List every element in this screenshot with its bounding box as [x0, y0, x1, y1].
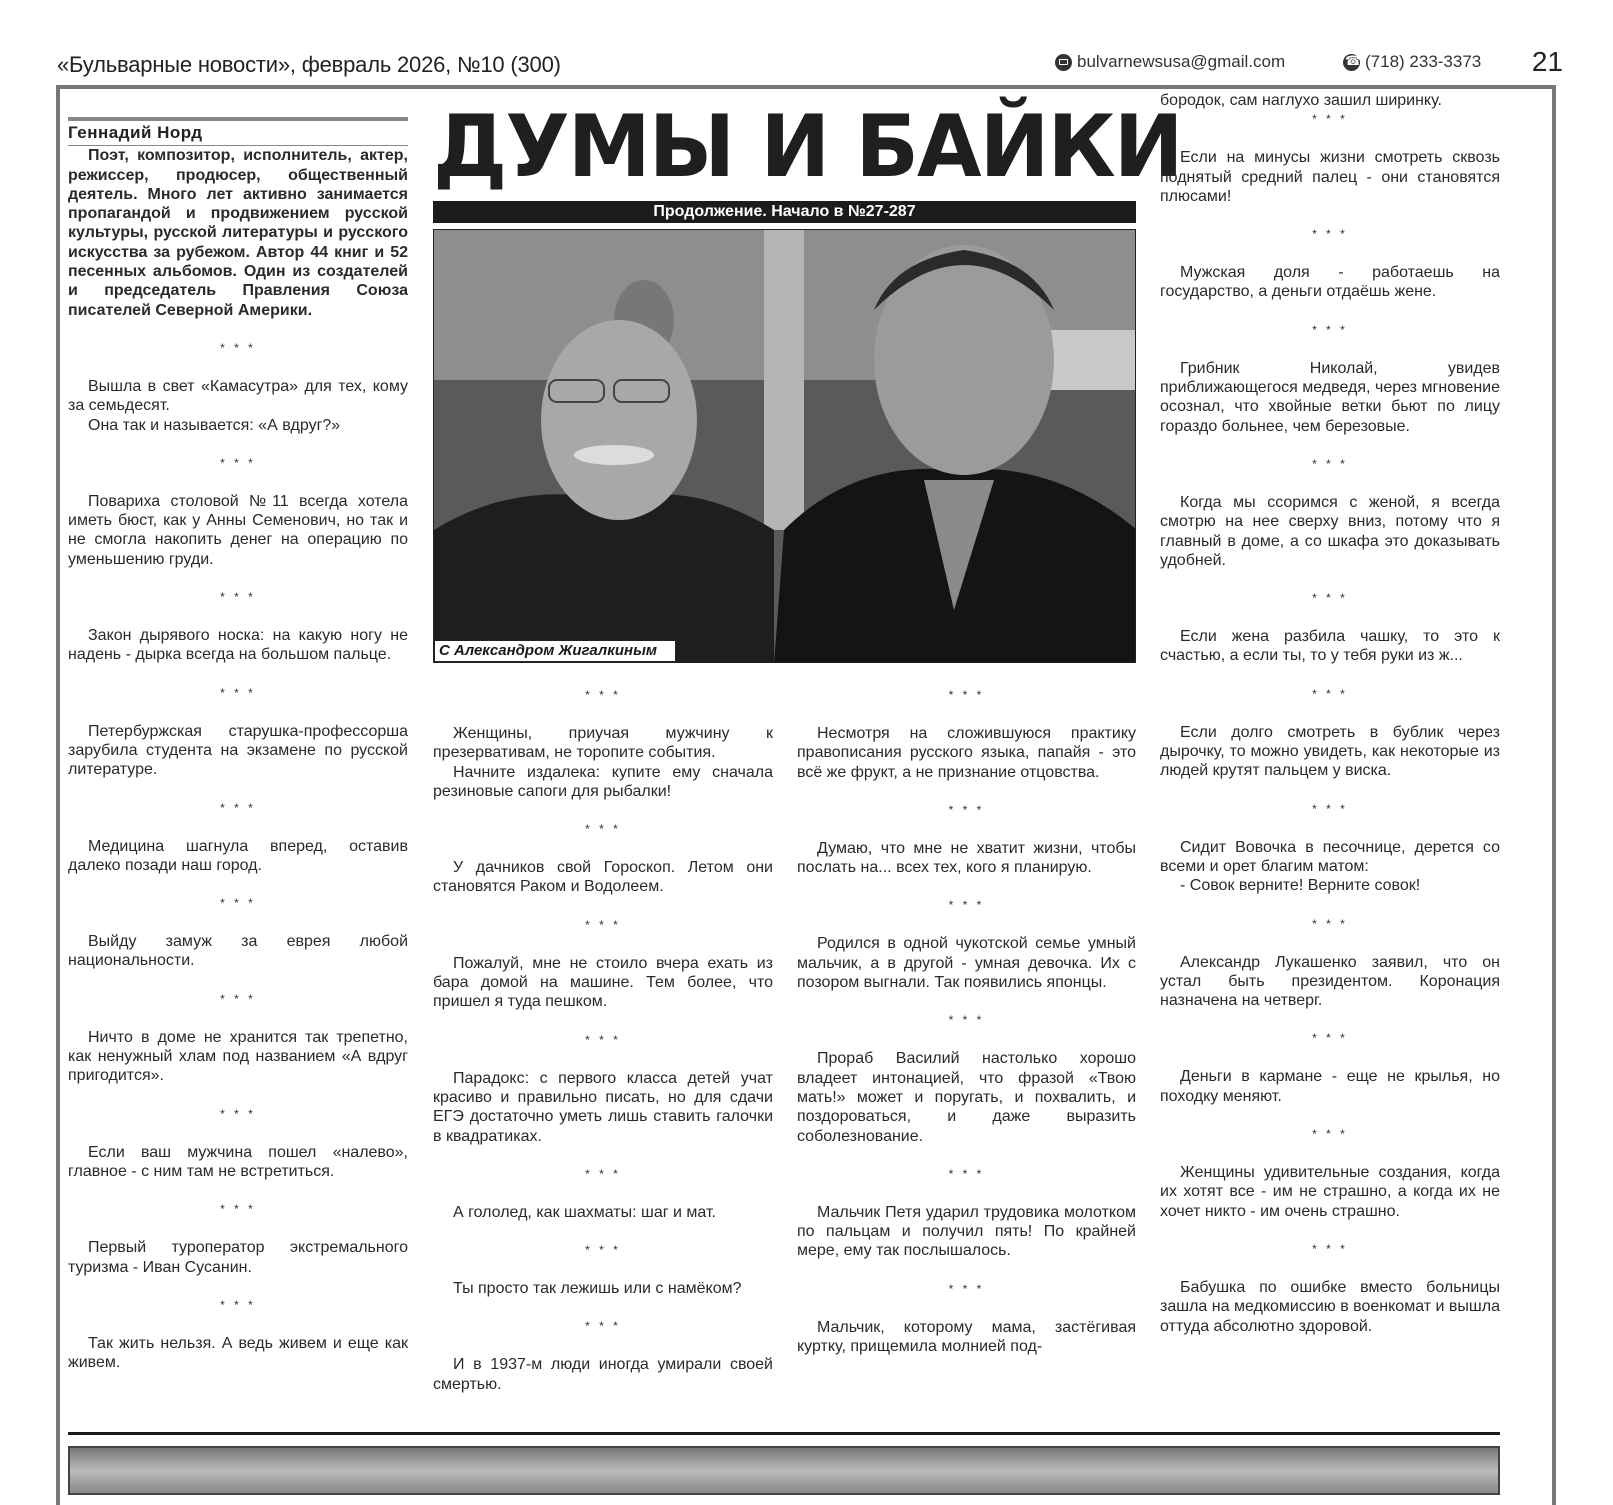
joke-text: Закон дырявого носка: на какую ногу не надень - дырка всегда на большом пальце.	[68, 627, 408, 664]
separator-stars: * * *	[220, 685, 256, 700]
joke-text: Мальчик Петя ударил трудовика молотком по пальцам и получил пять! По крайней мере, ему так послышалось.	[797, 1203, 1136, 1260]
separator-stars: * * *	[948, 1166, 985, 1181]
joke-text: Если на минусы жизни смотреть сквозь поднятый средний палец - они становятся плюсами!	[1160, 149, 1500, 205]
joke-item	[797, 724, 1136, 782]
joke-item	[68, 1028, 408, 1086]
continuation-note: Продолжение. Начало в №27-287	[433, 201, 1136, 223]
joke-text: Ничто в доме не хранится так трепетно, как ненужный хлам под названием «А вдруг пригодится».	[68, 1028, 408, 1085]
joke-text: Александр Лукашенко заявил, что он устал быть президентом. Коронация назначена на четверг.	[1160, 953, 1500, 1010]
separator-stars: * * *	[1312, 801, 1348, 816]
joke-item	[68, 722, 408, 780]
joke-item	[1160, 1067, 1500, 1106]
bottom-divider	[68, 1432, 1500, 1435]
separator-stars: * * *	[585, 1032, 621, 1047]
joke-item	[433, 954, 773, 1012]
joke-text: Мужская доля - работаешь на государство, а деньги отдаёшь жене.	[1160, 264, 1500, 301]
joke-text: Женщины удивительные создания, когда их хотят все - им не страшно, а когда их не хочет никто - им очень страшно.	[1160, 1164, 1500, 1220]
separator-stars: * * *	[1312, 322, 1348, 337]
joke-item	[1160, 953, 1500, 1011]
joke-item	[68, 1334, 408, 1373]
joke-item	[797, 839, 1136, 878]
joke-item	[797, 1049, 1136, 1145]
joke-text: Мальчик, которому мама, застёгивая куртку, прищемила молнией под-	[797, 1318, 1136, 1356]
separator-stars: * * *	[220, 896, 256, 911]
article-photo	[433, 229, 1136, 663]
joke-text: Вышла в свет «Камасутра» для тех, кому за семьдесят.	[68, 377, 408, 415]
joke-text: Сидит Вовочка в песочнице, дерется со всеми и орет благим матом:	[1160, 838, 1500, 875]
joke-item	[1160, 1163, 1500, 1221]
separator-stars: * * *	[585, 917, 621, 932]
joke-item	[68, 377, 408, 435]
separator-stars: * * *	[948, 1281, 985, 1296]
separator-stars: * * *	[220, 455, 256, 470]
separator-stars: * * *	[585, 1319, 621, 1334]
joke-item	[433, 1355, 773, 1394]
joke-item	[1160, 1278, 1500, 1336]
separator-stars: * * *	[1312, 112, 1348, 127]
joke-item	[433, 724, 773, 801]
separator-stars: * * *	[948, 898, 985, 913]
email-contact[interactable]	[1055, 52, 1285, 72]
joke-item	[433, 858, 773, 897]
separator-stars: * * *	[1312, 1031, 1348, 1046]
joke-item	[68, 1143, 408, 1182]
joke-text: Повариха столовой №11 всегда хотела иметь бюст, как у Анны Семенович, но так и не смогла накопить денег на операцию по уменьшению груди.	[68, 492, 408, 568]
separator-stars: * * *	[585, 688, 621, 702]
separator-stars: * * *	[220, 1106, 256, 1121]
joke-text: - Совок верните! Верните совок!	[1180, 877, 1421, 895]
separator-stars: * * *	[1312, 686, 1348, 701]
joke-item	[1160, 838, 1500, 896]
joke-continuation: бородок, сам наглухо зашил ширинку.	[1160, 92, 1442, 109]
column-5	[1160, 91, 1500, 1355]
joke-item	[797, 934, 1136, 992]
separator-stars: * * *	[1312, 227, 1348, 242]
separator-stars: * * *	[948, 688, 985, 702]
separator-stars: * * *	[585, 1166, 621, 1181]
joke-text: Родился в одной чукотской семье умный мальчик, а в другой - умная девочка. Их с позором выгнали. Так появились японцы.	[797, 935, 1136, 992]
jokes-list	[797, 686, 1136, 1375]
separator-stars: * * *	[220, 800, 256, 815]
joke-text: Ты просто так лежишь или с намёком?	[453, 1280, 742, 1298]
joke-text: Выйду замуж за еврея любой национальности.	[68, 933, 408, 970]
separator-stars: * * *	[220, 991, 256, 1006]
author-name: Геннадий Норд	[68, 117, 408, 146]
separator-stars: * * *	[585, 1243, 621, 1258]
separator-stars: * * *	[1312, 591, 1348, 606]
mail-icon	[1055, 54, 1072, 71]
jokes-list	[1160, 110, 1500, 1355]
joke-item	[68, 626, 408, 665]
joke-item	[68, 492, 408, 569]
joke-text: Думаю, что мне не хватит жизни, чтобы послать на... всех тех, кого я планирую.	[797, 839, 1136, 877]
joke-item	[68, 932, 408, 971]
separator-stars: * * *	[1312, 456, 1348, 471]
separator-stars: * * *	[1312, 916, 1348, 931]
phone-contact[interactable]	[1343, 52, 1481, 72]
separator-stars: * * *	[1312, 1241, 1348, 1256]
jokes-list	[433, 686, 773, 1413]
joke-text: Она так и называется: «А вдруг?»	[88, 416, 341, 434]
separator-stars: * * *	[220, 340, 256, 355]
next-article-image-strip	[68, 1446, 1500, 1495]
phone-icon	[1343, 54, 1360, 71]
joke-item	[433, 1069, 773, 1146]
joke-text: Когда мы ссоримся с женой, я всегда смотрю на нее сверху вниз, потому что я главный в доме, а со шкафа это доказывать удобней.	[1160, 493, 1500, 569]
column-4	[797, 686, 1136, 1375]
separator-stars: * * *	[948, 1013, 985, 1028]
joke-text: Если долго смотреть в бублик через дырочку, то можно увидеть, как некоторые из людей крутят пальцем у виска.	[1160, 723, 1500, 780]
joke-item	[1160, 627, 1500, 666]
photo-caption: С Александром Жигалкиным	[434, 640, 676, 662]
header-contacts	[1013, 46, 1613, 80]
joke-item	[433, 1203, 773, 1222]
joke-item	[68, 1238, 408, 1277]
email-text[interactable]: bulvarnewsusa@gmail.com	[1077, 52, 1286, 71]
joke-text: Если ваш мужчина пошел «налево», главное - с ним там не встретиться.	[68, 1143, 408, 1180]
joke-text: Петербуржская старушка-профессорша зарубила студента на экзамене по русской литературе.	[68, 722, 408, 779]
separator-stars: * * *	[1312, 1127, 1348, 1142]
joke-text: Бабушка по ошибке вместо больницы зашла на медкомиссию в военкомат и вышла оттуда абсолютно здоровой.	[1160, 1278, 1500, 1335]
joke-text: Медицина шагнула вперед, оставив далеко позади наш город.	[68, 837, 408, 874]
article-title: ДУМЫ И БАЙКИ	[433, 97, 1182, 197]
column-3	[433, 686, 773, 1413]
joke-text: Начните издалека: купите ему сначала резиновые сапоги для рыбалки!	[433, 763, 773, 800]
joke-text: Первый туроператор экстремального туризма - Иван Сусанин.	[68, 1239, 408, 1276]
joke-text: Несмотря на сложившуюся практику правописания русского языка, папайя - это всё же фрукт, а не признание отцовства.	[797, 725, 1136, 781]
joke-item	[1160, 359, 1500, 436]
joke-item	[1160, 723, 1500, 781]
separator-stars: * * *	[220, 590, 256, 605]
joke-item	[433, 1279, 773, 1298]
joke-text: Деньги в кармане - еще не крылья, но походку меняют.	[1160, 1068, 1500, 1105]
joke-text: Женщины, приучая мужчину к презервативам, не торопите события.	[433, 725, 773, 762]
joke-text: Пожалуй, мне не стоило вчера ехать из бара домой на машине. Тем более, что пришел я туда пешком.	[433, 954, 773, 1011]
joke-text: И в 1937-м люди иногда умирали своей смертью.	[433, 1356, 773, 1393]
joke-text: Парадокс: с первого класса детей учат красиво и правильно писать, но для сдачи ЕГЭ достаточно уметь лишь ставить галочки в квадратиках.	[433, 1069, 773, 1145]
publication-title: «Бульварные новости», февраль 2026, №10 (300)	[57, 52, 561, 77]
joke-text: Грибник Николай, увидев приближающегося медведя, через мгновение осознал, что хвойные ветки бьют по лицу гораздо больнее, чем березовые.	[1160, 359, 1500, 435]
joke-text: Прораб Василий настолько хорошо владеет интонацией, что фразой «Твою мать!» может и поругать, и похвалить, и поздороваться, и даже выразить соболезнование.	[797, 1050, 1136, 1145]
joke-item	[797, 1203, 1136, 1261]
joke-text: Так жить нельзя. А ведь живем и еще как живем.	[68, 1334, 408, 1372]
joke-item	[1160, 263, 1500, 302]
column-1	[68, 117, 408, 1391]
joke-item	[68, 837, 408, 876]
joke-text: А гололед, как шахматы: шаг и мат.	[453, 1203, 716, 1221]
joke-text: Если жена разбила чашку, то это к счастью, а если ты, то у тебя руки из ж...	[1160, 628, 1500, 665]
joke-item	[797, 1318, 1136, 1357]
jokes-list	[68, 339, 408, 1391]
separator-stars: * * *	[220, 1297, 256, 1312]
separator-stars: * * *	[220, 1202, 256, 1217]
separator-stars: * * *	[948, 802, 985, 817]
photo-illustration	[434, 230, 1136, 663]
joke-text: У дачников свой Гороскоп. Летом они становятся Раком и Водолеем.	[433, 859, 773, 896]
separator-stars: * * *	[585, 822, 621, 837]
joke-item	[1160, 493, 1500, 570]
page-number: 21	[1531, 46, 1563, 77]
phone-text[interactable]: (718) 233-3373	[1365, 52, 1482, 71]
author-bio: Поэт, композитор, исполнитель, актер, режиссер, продюсер, общественный деятель. Много лет активно занимается пропагандой и продвижением русской культуры, русской литературы и русского искусства за рубежом. Автор 44 книг и 52 песенных альбомов. Один из создателей и председатель Правления Союза писателей Северной Америки.	[68, 147, 408, 319]
joke-item	[1160, 148, 1500, 206]
